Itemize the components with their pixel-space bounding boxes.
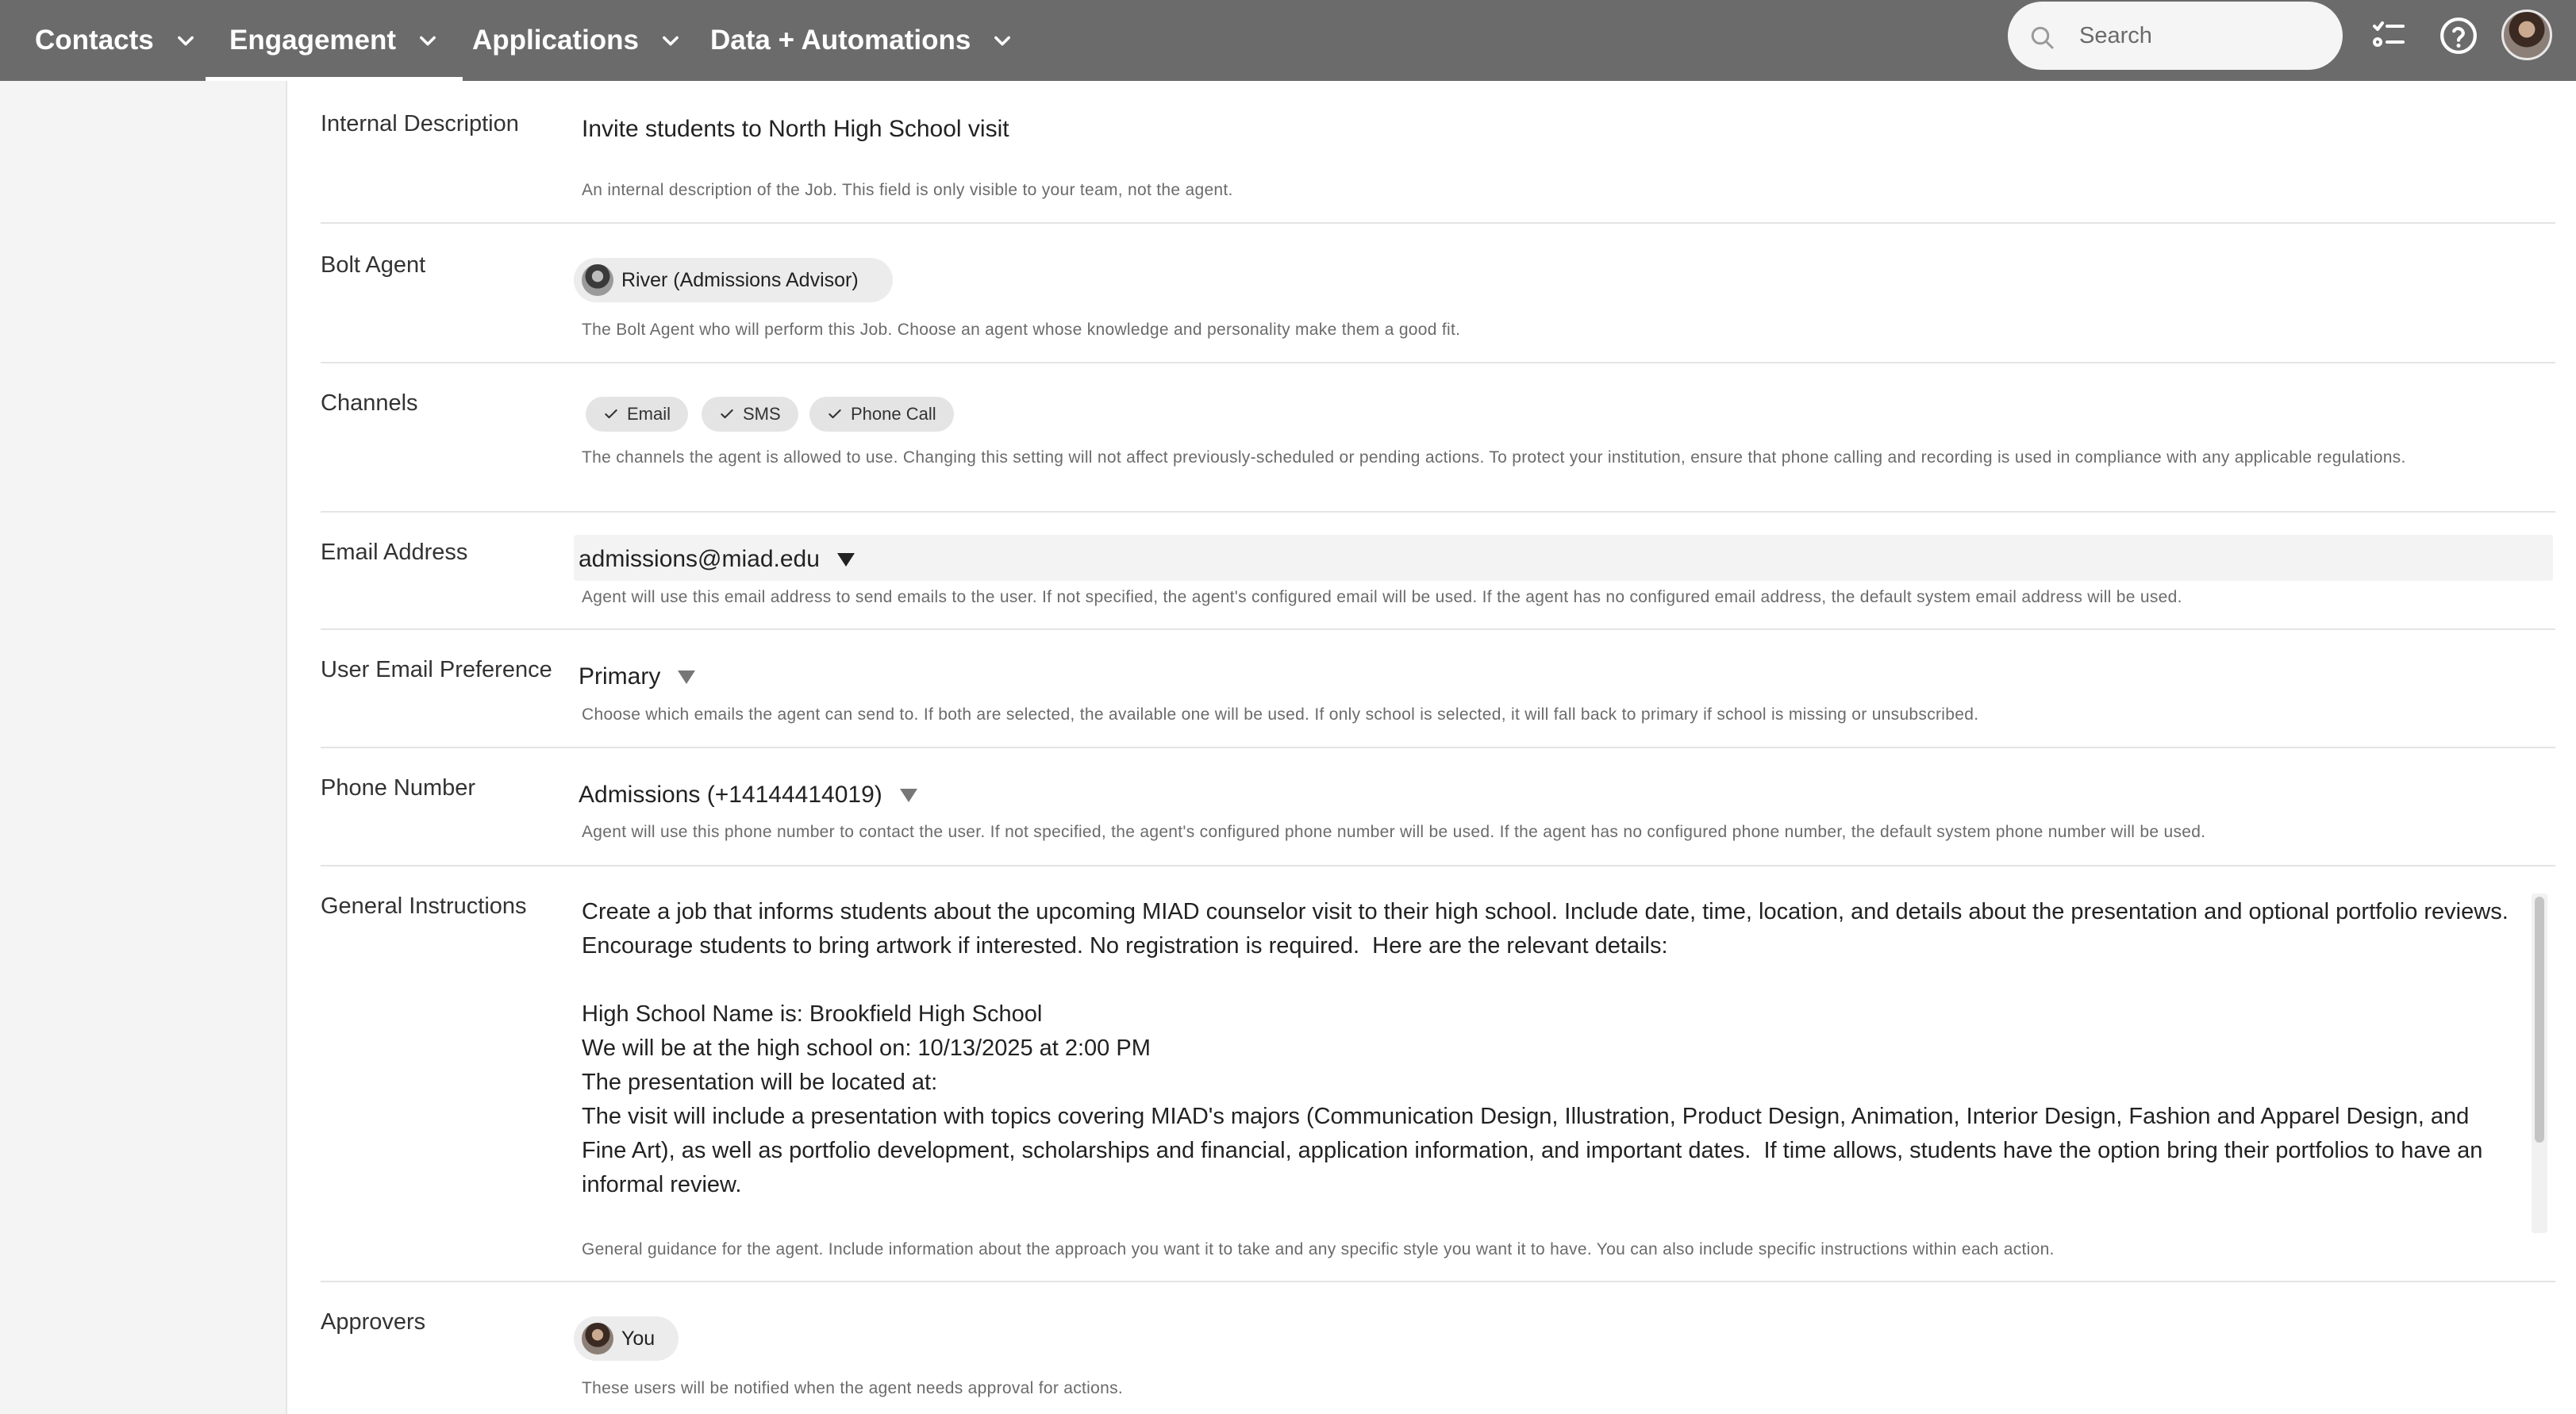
divider	[321, 511, 2555, 513]
email-address-help: Agent will use this email address to send emails to the user. If not specified, the agent's configured email will be used. If the agent has no configured email address, the default system email address will be used.	[582, 588, 2182, 606]
approvers-label: Approvers	[321, 1309, 426, 1335]
channel-phone-call-toggle[interactable]	[809, 397, 954, 432]
email-address-select[interactable]	[579, 546, 855, 573]
caret-down-icon	[900, 789, 917, 802]
divider	[321, 628, 2555, 630]
channel-sms-toggle[interactable]	[702, 397, 798, 432]
check-icon	[603, 406, 619, 422]
channel-phone-call-label: Phone Call	[851, 404, 936, 424]
bolt-agent-help: The Bolt Agent who will perform this Job. Choose an agent whose knowledge and personality make them a good fit.	[582, 321, 1461, 339]
divider	[321, 222, 2555, 224]
general-instructions-label: General Instructions	[321, 893, 527, 919]
divider	[321, 362, 2555, 363]
email-address-value: admissions@miad.edu	[579, 546, 820, 572]
nav-data-automations[interactable]	[710, 0, 1013, 81]
nav-contacts[interactable]	[35, 0, 197, 81]
internal-description-value[interactable]: Invite students to North High School visit	[582, 116, 1009, 142]
check-icon	[827, 406, 843, 422]
nav-data-automations-label: Data + Automations	[710, 25, 971, 56]
phone-number-help: Agent will use this phone number to contact the user. If not specified, the agent's configured phone number will be used. If the agent has no configured phone number, the default system phone number will be used.	[582, 823, 2206, 841]
chevron-down-icon	[417, 29, 439, 52]
user-email-preference-value: Primary	[579, 663, 661, 690]
caret-down-icon	[678, 670, 695, 684]
divider	[321, 747, 2555, 748]
user-avatar[interactable]	[2501, 10, 2552, 60]
nav-applications-label: Applications	[472, 25, 640, 56]
channels-label: Channels	[321, 390, 418, 416]
phone-number-label: Phone Number	[321, 775, 476, 801]
internal-description-label: Internal Description	[321, 111, 519, 136]
divider	[321, 1281, 2555, 1282]
channels-help: The channels the agent is allowed to use. Changing this setting will not affect previously-scheduled or pending actions. To protect your institution, ensure that phone calling and recording is used in compliance with any applicable regulations.	[582, 448, 2406, 467]
chevron-down-icon	[991, 29, 1013, 52]
search-icon	[2028, 24, 2057, 52]
checklist-icon[interactable]	[2367, 14, 2410, 57]
internal-description-help: An internal description of the Job. This field is only visible to your team, not the agent.	[582, 181, 1233, 199]
agent-avatar	[582, 264, 613, 296]
scrollbar-thumb[interactable]	[2535, 897, 2544, 1143]
chevron-down-icon	[175, 29, 197, 52]
phone-number-select[interactable]	[579, 782, 917, 809]
nav-engagement-label: Engagement	[229, 25, 397, 56]
search-box[interactable]	[2008, 2, 2343, 70]
user-email-preference-help: Choose which emails the agent can send to. If both are selected, the available one will be used. If only school is selected, it will fall back to primary if school is missing or unsubscribed.	[582, 705, 1979, 724]
help-icon[interactable]	[2437, 14, 2480, 57]
divider	[321, 865, 2555, 866]
user-email-preference-select[interactable]	[579, 663, 695, 690]
general-instructions-text: Create a job that informs students about the upcoming MIAD counselor visit to their high school. Include date, time, location, and details about the presentation and optional portfolio reviews. Encourage students to bring artwork if interested. No registration is required. Here are the relevant details: High School Name is: Brookfield High School We will be at the high school on: 10/13/2025 at 2:00 PM The presentation will be located at: The visit will include a presentation with topics covering MIAD's majors (Communication Design, Illustration, Product Design, Animation, Interior Design, Fashion and Apparel Design, and Fine Art), as well as portfolio development, scholarships and financial, application information, and important dates. If time allows, students have the option bring their portfolios to have an informal review.	[582, 899, 2509, 1197]
search-input[interactable]	[2079, 16, 2317, 56]
bolt-agent-label: Bolt Agent	[321, 252, 426, 278]
channel-email-label: Email	[627, 404, 671, 424]
approver-avatar	[582, 1323, 613, 1354]
channel-sms-label: SMS	[743, 404, 781, 424]
left-rail	[0, 81, 287, 1414]
email-address-select-bg	[574, 535, 2553, 581]
email-address-label: Email Address	[321, 540, 468, 565]
general-instructions-help: General guidance for the agent. Include information about the approach you want it to take and any specific style you want it to have. You can also include specific instructions within each action.	[582, 1240, 2055, 1258]
nav-applications[interactable]	[472, 0, 682, 81]
phone-number-value: Admissions (+14144414019)	[579, 782, 882, 808]
chevron-down-icon	[659, 29, 682, 52]
approvers-help: These users will be notified when the agent needs approval for actions.	[582, 1379, 1124, 1397]
nav-contacts-label: Contacts	[35, 25, 154, 56]
channel-email-toggle[interactable]	[586, 397, 688, 432]
caret-down-icon	[837, 553, 855, 567]
user-email-preference-label: User Email Preference	[321, 657, 552, 682]
general-instructions-textarea[interactable]	[582, 895, 2518, 1202]
nav-engagement[interactable]	[206, 0, 463, 81]
top-nav	[0, 0, 2576, 81]
check-icon	[719, 406, 735, 422]
bolt-agent-chip[interactable]	[574, 258, 893, 302]
bolt-agent-value: River (Admissions Advisor)	[621, 268, 859, 291]
approver-chip[interactable]	[574, 1316, 679, 1361]
approver-value: You	[621, 1327, 656, 1350]
